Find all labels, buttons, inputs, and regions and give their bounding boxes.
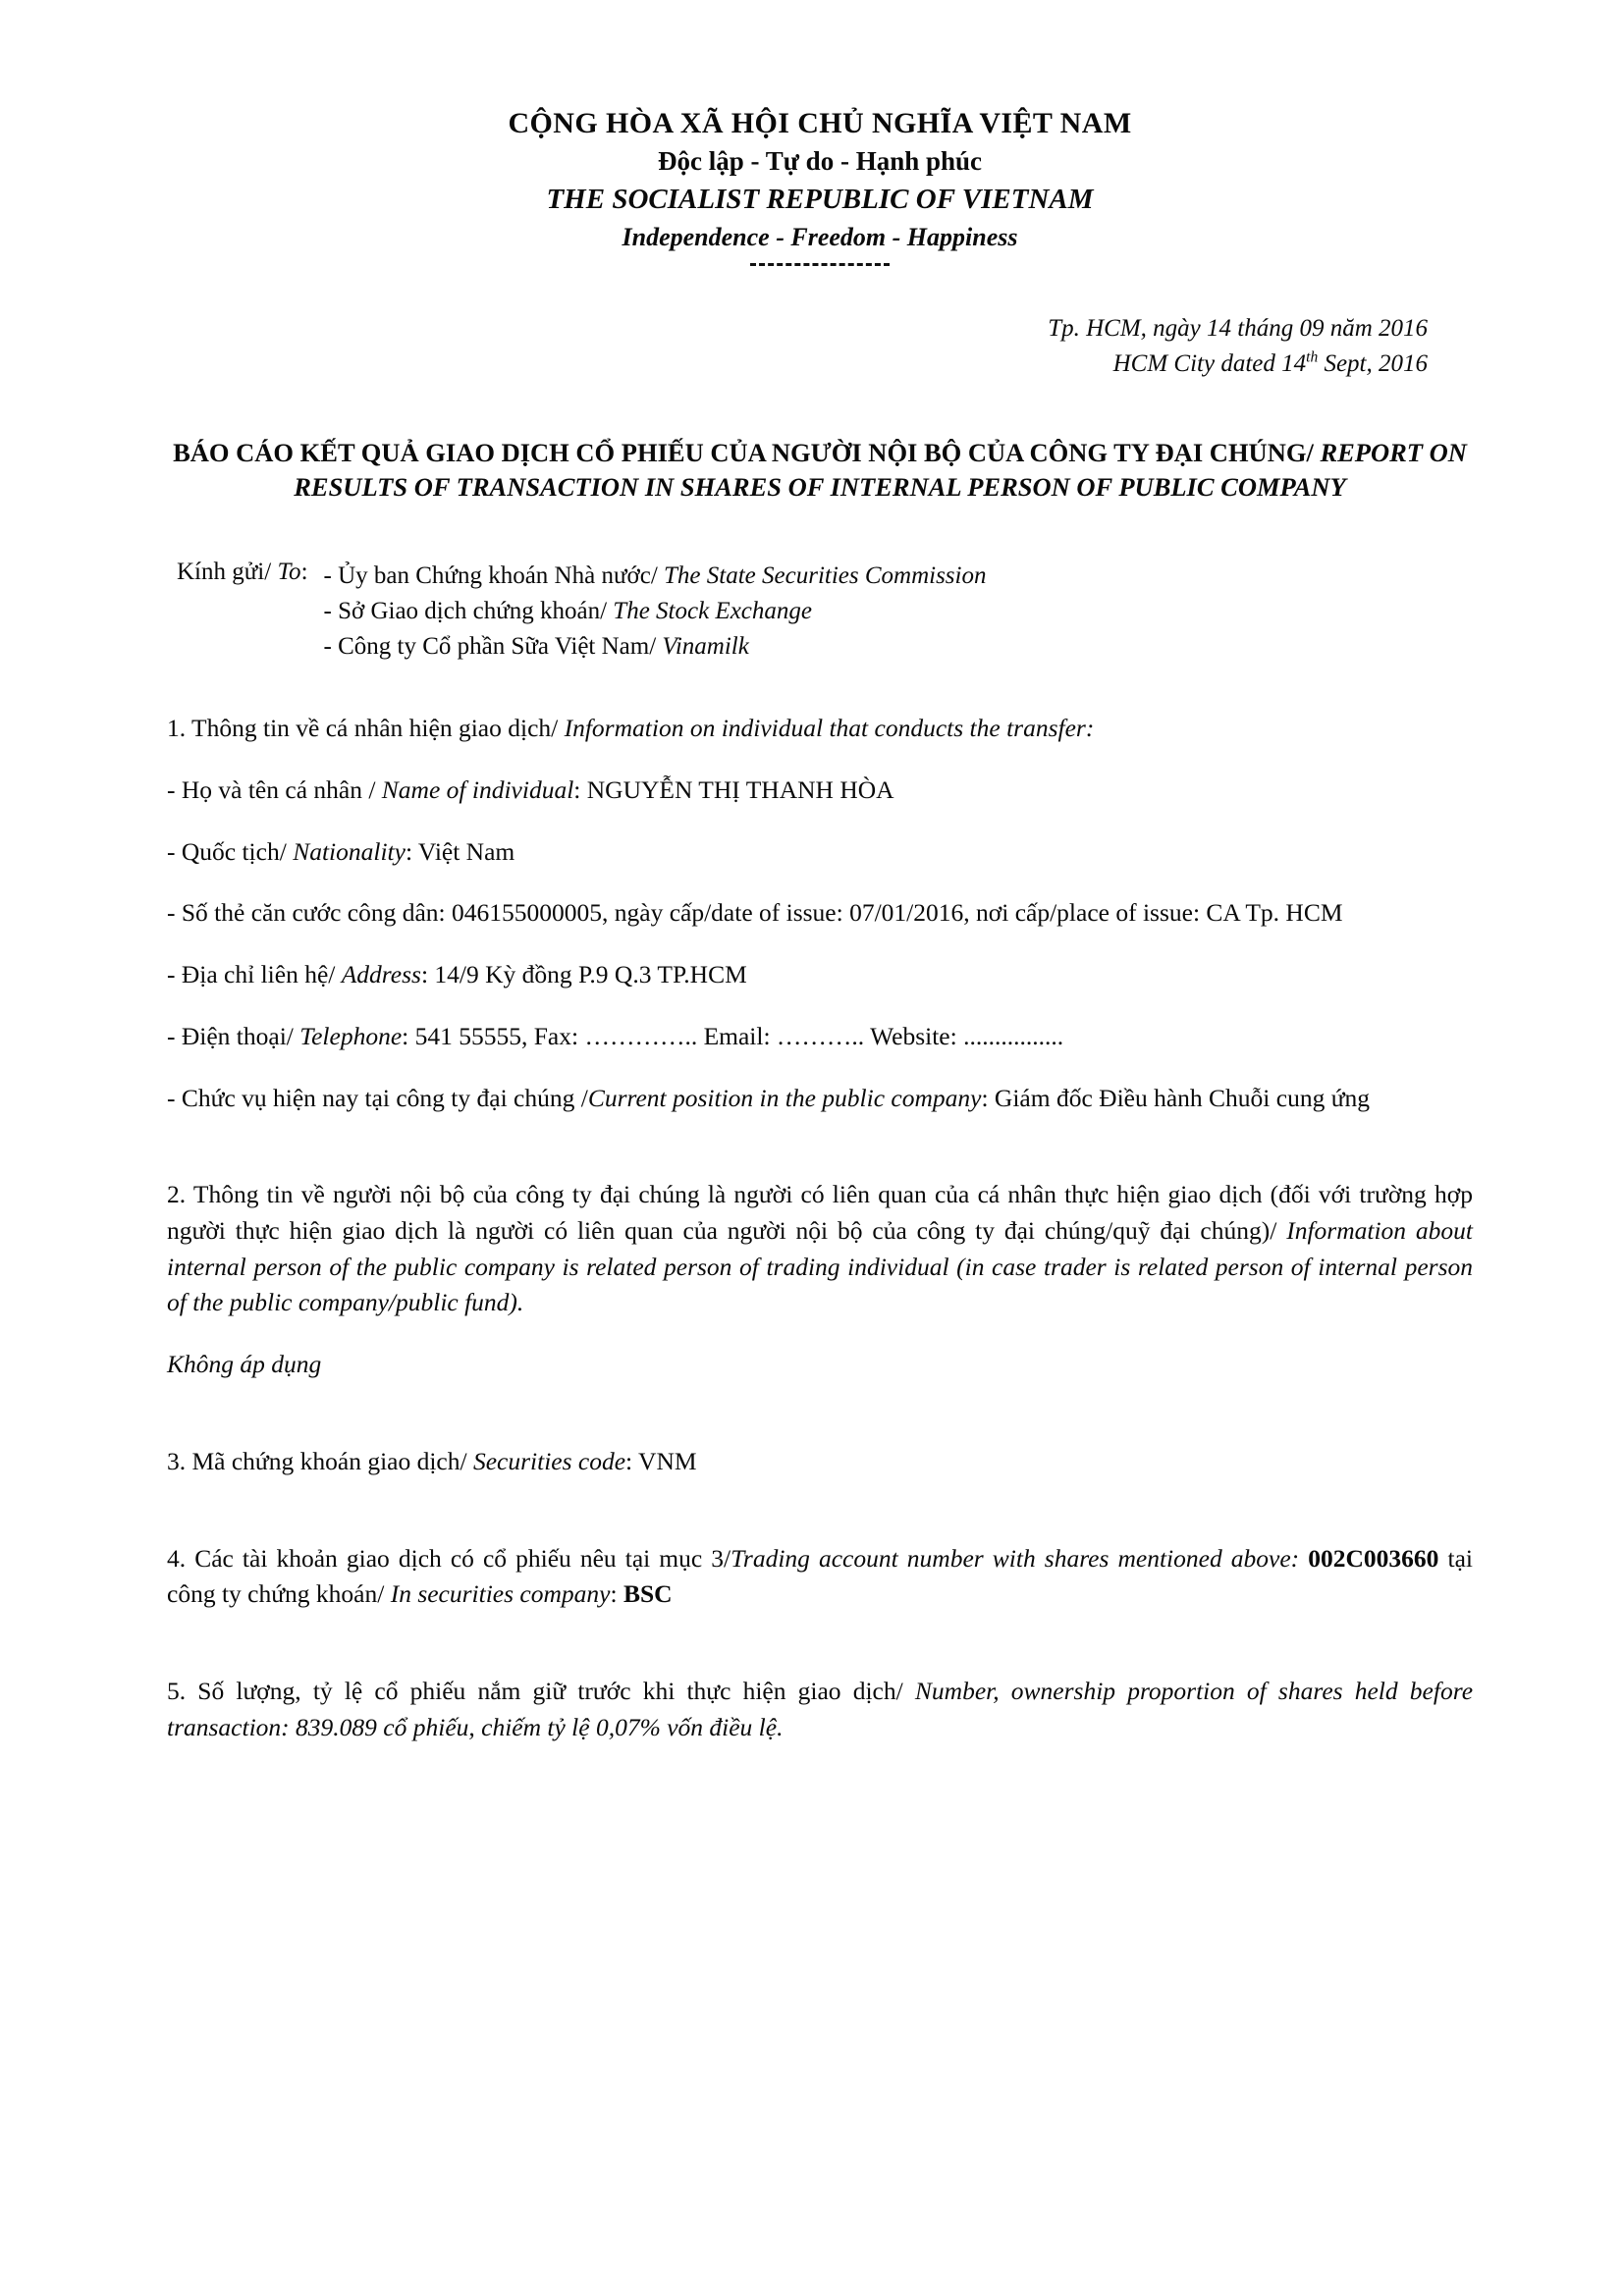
field-label-vi: - Quốc tịch/ [167,836,294,866]
country-name-vi: CỘNG HÒA XÃ HỘI CHỦ NGHĨA VIỆT NAM [508,107,1132,139]
section-5-label-vi: 5. Số lượng, tỷ lệ cổ phiếu nắm giữ trước khi thực hiện giao dịch/ [167,1677,915,1706]
national-motto-vi: Độc lập - Tự do - Hạnh phúc [657,145,983,176]
section-1-heading [167,711,1473,747]
section-4-label-vi: 4. Các tài khoản giao dịch có cổ phiếu nêu tại mục 3/ [167,1543,731,1573]
recipients-label-colon: : [300,559,308,585]
section-5-label-en: Number, ownership proportion of shares held before transaction: 839.089 cổ phiếu, chiếm tỷ lệ 0,07% vốn điều lệ. [167,1677,1474,1741]
national-motto-en: Independence - Freedom - Happiness [622,223,1018,252]
field-id-card: - Số thẻ căn cước công dân: 046155000005, ngày cấp/date of issue: 07/01/2016, nơi cấp/place of issue: CA Tp. HCM [167,898,1343,928]
field-value: : 541 55555, Fax: ………….. Email: ……….. Website: ................ [402,1021,1064,1050]
recipients-label-vi: Kính gửi/ [177,559,278,585]
date-en-suffix: Sept, 2016 [1318,349,1428,377]
field-telephone [167,1019,1473,1055]
field-value: : Giám đốc Điều hành Chuỗi cung ứng [981,1083,1371,1112]
field-label-vi: - Họ và tên cá nhân / [167,774,382,804]
field-label-en: Nationality [293,836,406,866]
section-4-sep: : [1290,1543,1309,1573]
field-label-en: Telephone [299,1021,403,1050]
field-value: : Việt Nam [405,836,515,866]
section-4-mid-en: In securities company [390,1579,611,1609]
field-label-vi: - Điện thoại/ [167,1021,300,1050]
recipient-vi: - Công ty Cổ phần Sữa Việt Nam/ [323,632,663,660]
recipients-block [167,559,1473,664]
list-item [324,629,987,665]
list-item [324,559,987,594]
field-label-vi: - Chức vụ hiện nay tại công ty đại chúng / [167,1083,588,1112]
section-2-answer: Không áp dụng [167,1350,322,1379]
date-en-prefix: HCM City dated 14 [1112,349,1307,377]
field-label-en: Name of individual [381,774,574,804]
recipient-vi: - Ủy ban Chứng khoán Nhà nước/ [323,562,665,589]
list-item [324,594,987,629]
page-title-vi: BÁO CÁO KẾT QUẢ GIAO DỊCH CỔ PHIẾU CỦA NGƯỜI NỘI BỘ CỦA CÔNG TY ĐẠI CHÚNG/ [173,438,1321,468]
section-1-heading-en: Information on individual that conducts the transfer: [564,714,1095,743]
section-4-company: BSC [623,1579,673,1609]
section-4-account-number: 002C003660 [1308,1543,1439,1573]
section-5-shares-before [167,1674,1473,1745]
section-4-mid-vi: tại công ty chứng khoán/ [167,1543,1473,1609]
date-block [167,311,1473,381]
recipients-label [177,559,308,586]
section-2-text-vi: 2. Thông tin về người nội bộ của công ty đại chúng là người có liên quan của cá nhân thực hiện giao dịch (đối với trường hợp người thực hiện giao dịch là người có liên quan của người nội bộ của công ty đại chúng/quỹ đại chúng)/ [167,1180,1473,1245]
field-current-position [167,1081,1473,1117]
document-content [167,0,1473,1745]
field-label-en: Current position in the public company [587,1083,982,1112]
country-name-en: THE SOCIALIST REPUBLIC OF VIETNAM [546,184,1094,216]
recipients-list [324,559,987,664]
recipient-en: Vinamilk [662,632,749,660]
section-3-value: : VNM [625,1446,697,1475]
section-2-text [167,1177,1473,1321]
recipient-en: The State Securities Commission [664,562,987,589]
recipients-label-en: To [277,559,301,585]
section-1-heading-vi: 1. Thông tin về cá nhân hiện giao dịch/ [167,714,565,743]
section-3-label-en: Securities code [472,1446,626,1475]
field-name-of-individual [167,773,1473,809]
page-title-en: REPORT ON RESULTS OF TRANSACTION IN SHARES OF INTERNAL PERSON OF PUBLIC COMPANY [294,438,1467,502]
section-4-sep2: : [610,1579,623,1609]
header-divider [750,263,890,266]
field-label-vi: - Địa chỉ liên hệ/ [167,960,342,989]
recipient-en: The Stock Exchange [613,597,812,624]
section-3-label-vi: 3. Mã chứng khoán giao dịch/ [167,1446,473,1475]
section-4-label-en: Trading account number with shares mentioned above [731,1543,1291,1573]
section-4-trading-account [167,1541,1473,1613]
field-label-en: Address [341,960,421,989]
recipient-vi: - Sở Giao dịch chứng khoán/ [323,597,614,624]
date-en [167,347,1428,382]
date-vi: Tp. HCM, ngày 14 tháng 09 năm 2016 [1048,315,1428,343]
section-3-securities-code [167,1444,1473,1480]
field-address [167,957,1473,993]
field-value: : 14/9 Kỳ đồng P.9 Q.3 TP.HCM [420,960,747,989]
national-header [167,106,1473,266]
field-value: : NGUYỄN THỊ THANH HÒA [573,774,894,804]
section-2-text-en: Information about internal person of the public company is related person of trading individual (in case trader is related person of internal person of the public company/public fund). [167,1216,1474,1317]
date-en-ordinal: th [1306,348,1319,366]
page-title [167,436,1473,504]
field-nationality [167,834,1473,871]
